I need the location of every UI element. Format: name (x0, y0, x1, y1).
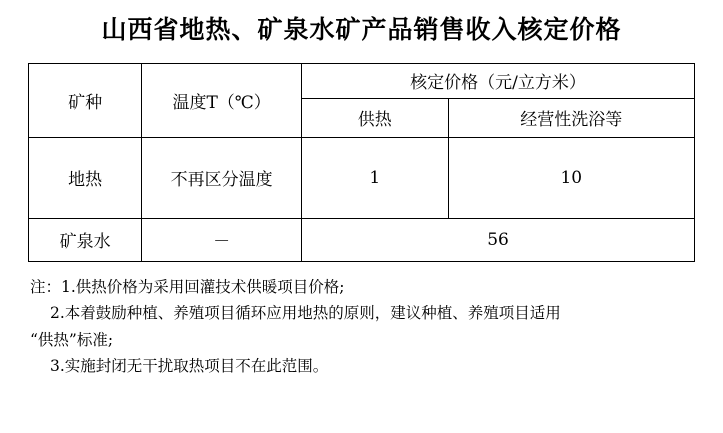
cell-temperature-geothermal: 不再区分温度 (142, 137, 302, 218)
document-page (0, 14, 723, 433)
header-temperature: 温度T（℃） (142, 63, 302, 137)
page-title: 山西省地热、矿泉水矿产品销售收入核定价格 (101, 15, 622, 44)
note-line-2: 2.本着鼓励种植、养殖项目循环应用地热的原则，建议种植、养殖项目适用 (50, 304, 561, 323)
notes-section (30, 274, 693, 381)
cell-mineral-springwater: 矿泉水 (29, 218, 142, 261)
note-line-1: 注：1.供热价格为采用回灌技术供暖项目价格; (30, 277, 345, 296)
note-line-3: “供热”标准; (30, 330, 114, 349)
price-table (28, 63, 695, 262)
table-row (29, 218, 695, 261)
cell-temperature-springwater: － (142, 218, 302, 261)
cell-price-springwater: 56 (302, 218, 695, 261)
table-row (29, 137, 695, 218)
cell-mineral-geothermal: 地热 (29, 137, 142, 218)
price-table-container (28, 63, 695, 262)
table-row (29, 63, 695, 98)
header-heating: 供热 (302, 98, 449, 137)
header-mineral-type: 矿种 (29, 63, 142, 137)
header-commercial-bath: 经营性洗浴等 (448, 98, 694, 137)
cell-heating-geothermal: 1 (302, 137, 449, 218)
note-line-4: 3.实施封闭无干扰取热项目不在此范围。 (50, 357, 329, 376)
header-approved-price: 核定价格（元/立方米） (302, 63, 695, 98)
cell-bath-geothermal: 10 (448, 137, 694, 218)
